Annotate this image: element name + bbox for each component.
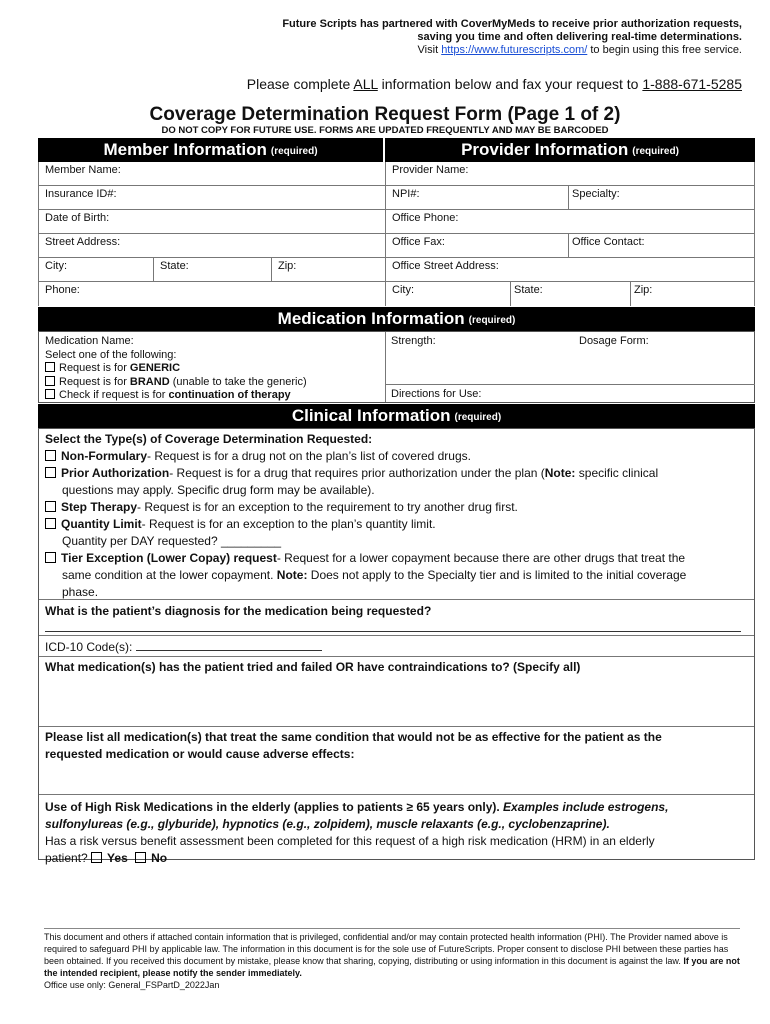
clinical-section: [38, 428, 755, 865]
quantity-limit-option[interactable]: Quantity Limit- Request is for an exception to the plan’s quantity limit.: [45, 516, 750, 533]
npi-field[interactable]: NPI#:: [392, 188, 420, 200]
hrm-no-option[interactable]: No: [135, 851, 167, 865]
icd10-field[interactable]: ICD-10 Code(s):: [45, 639, 322, 656]
medication-name-label: Medication Name:: [45, 335, 134, 347]
dosage-form-field[interactable]: Dosage Form:: [579, 335, 649, 347]
checkbox-icon[interactable]: [45, 501, 56, 512]
office-contact-field[interactable]: Office Contact:: [568, 234, 754, 257]
member-phone-field[interactable]: Phone:: [45, 284, 80, 296]
page-subtitle: DO NOT COPY FOR FUTURE USE. FORMS ARE UPDATED FREQUENTLY AND MAY BE BARCODED: [161, 125, 609, 136]
hrm-yes-option[interactable]: Yes: [91, 851, 128, 865]
clinical-heading: Clinical Information (required): [38, 404, 755, 428]
strength-field[interactable]: Strength:: [391, 335, 436, 347]
tried-failed-question: What medication(s) has the patient tried and failed OR have contraindications to? (Specify all): [45, 660, 581, 674]
checkbox-icon[interactable]: [45, 362, 55, 372]
office-street-field[interactable]: Office Street Address:: [386, 258, 754, 282]
office-phone-field[interactable]: Office Phone:: [386, 210, 754, 234]
step-therapy-option[interactable]: Step Therapy- Request is for an exception to the requirement to try another drug first.: [45, 499, 750, 516]
street-address-field[interactable]: Street Address:: [39, 234, 386, 258]
medication-section: [38, 331, 755, 403]
office-fax-field[interactable]: Office Fax:: [392, 236, 445, 248]
brand-option[interactable]: Request is for BRAND (unable to take the generic): [45, 376, 385, 390]
continuation-option[interactable]: Check if request is for continuation of therapy: [45, 389, 385, 403]
member-heading: Member Information (required): [38, 138, 383, 162]
provider-heading: Provider Information (required): [385, 138, 755, 162]
dob-field[interactable]: Date of Birth:: [39, 210, 386, 234]
checkbox-icon[interactable]: [45, 376, 55, 386]
provider-state-field[interactable]: State:: [510, 282, 630, 306]
visit-line: Visit https://www.futurescripts.com/ to begin using this free service.: [417, 44, 742, 56]
insurance-id-field[interactable]: Insurance ID#:: [39, 186, 386, 210]
member-city-field[interactable]: City:: [45, 260, 67, 272]
hrm-section: Use of High Risk Medications in the elderly (applies to patients ≥ 65 years only). Examples include estrogens, sulfonylureas (e.g., glyburide), hypnotics (e.g., zolpidem), muscle relaxants (e.g., cyclobenzaprine). Has a risk versus benefit assessment been completed for this request of a high risk medication (HRM) in an elderly patient? Yes No: [45, 800, 669, 865]
tier-exception-note: same condition at the lower copayment. Note: Does not apply to the Specialty tier and is limited to the initial coverage: [62, 568, 687, 582]
provider-zip-field[interactable]: Zip:: [630, 282, 754, 306]
partner-notice: [282, 18, 742, 57]
member-name-field[interactable]: Member Name:: [39, 162, 386, 186]
member-state-field[interactable]: State:: [153, 258, 271, 281]
member-zip-field[interactable]: Zip:: [271, 258, 386, 281]
specialty-field[interactable]: Specialty:: [568, 186, 754, 209]
checkbox-icon[interactable]: [91, 852, 102, 863]
select-one-label: Select one of the following:: [45, 348, 177, 361]
partner-line-2: saving you time and often delivering real-time determinations.: [417, 31, 742, 43]
checkbox-icon[interactable]: [45, 518, 56, 529]
office-use-code: Office use only: General_FSPartD_2022Jan: [44, 980, 220, 990]
non-formulary-option[interactable]: Non-Formulary- Request is for a drug not on the plan’s list of covered drugs.: [45, 448, 750, 465]
member-section: [38, 138, 383, 162]
prior-authorization-option[interactable]: Prior Authorization- Request is for a drug that requires prior authorization under the plan (Note: specific clinical: [45, 465, 750, 482]
partner-line-1: Future Scripts has partnered with CoverMyMeds to receive prior authorization requests,: [282, 18, 742, 30]
provider-name-field[interactable]: Provider Name:: [386, 162, 754, 186]
directions-field[interactable]: Directions for Use:: [391, 388, 482, 400]
fax-number: 1-888-671-5285: [642, 76, 742, 92]
tier-exception-phase: phase.: [62, 585, 99, 599]
futurescripts-link[interactable]: https://www.futurescripts.com/: [441, 44, 588, 56]
diagnosis-question: What is the patient’s diagnosis for the medication being requested?: [45, 604, 432, 618]
checkbox-icon[interactable]: [135, 852, 146, 863]
coverage-type-heading: Select the Type(s) of Coverage Determination Requested:: [45, 432, 373, 446]
quantity-per-day-field[interactable]: Quantity per DAY requested? _________: [62, 534, 282, 548]
checkbox-icon[interactable]: [45, 450, 56, 461]
fax-instruction: Please complete ALL information below and fax your request to 1-888-671-5285: [246, 76, 742, 92]
prior-authorization-note: questions may apply. Specific drug form may be available).: [62, 483, 375, 497]
alternatives-question: Please list all medication(s) that treat the same condition that would not be as effective for the patient as the requested medication or would cause adverse effects:: [45, 730, 662, 761]
confidentiality-footer: This document and others if attached contain information that is privileged, confidential and/or may contain protected health information (PHI). The Provider named above is required to safeguard PHI by applicable law. The information in this document is for the sole use of FutureScripts. Proper consent to disclose PHI between these parties has been obtained. If you received this document by mistake, please know that sharing, copying, distributing or using information in this document is against the law. If you are not the intended recipient, please notify the sender immediately. Office use only: General_FSPartD_2022Jan: [44, 928, 740, 991]
checkbox-icon[interactable]: [45, 389, 55, 399]
checkbox-icon[interactable]: [45, 552, 56, 563]
provider-section: [385, 138, 755, 162]
medication-heading: Medication Information (required): [38, 307, 755, 331]
checkbox-icon[interactable]: [45, 467, 56, 478]
diagnosis-input-line[interactable]: [45, 631, 741, 632]
provider-city-field[interactable]: City:: [392, 284, 414, 296]
tier-exception-option[interactable]: Tier Exception (Lower Copay) request- Request for a lower copayment because there are other drugs that treat the: [45, 550, 750, 567]
generic-option[interactable]: Request is for GENERIC: [45, 362, 385, 376]
page-title: Coverage Determination Request Form (Page 1 of 2): [149, 104, 621, 125]
